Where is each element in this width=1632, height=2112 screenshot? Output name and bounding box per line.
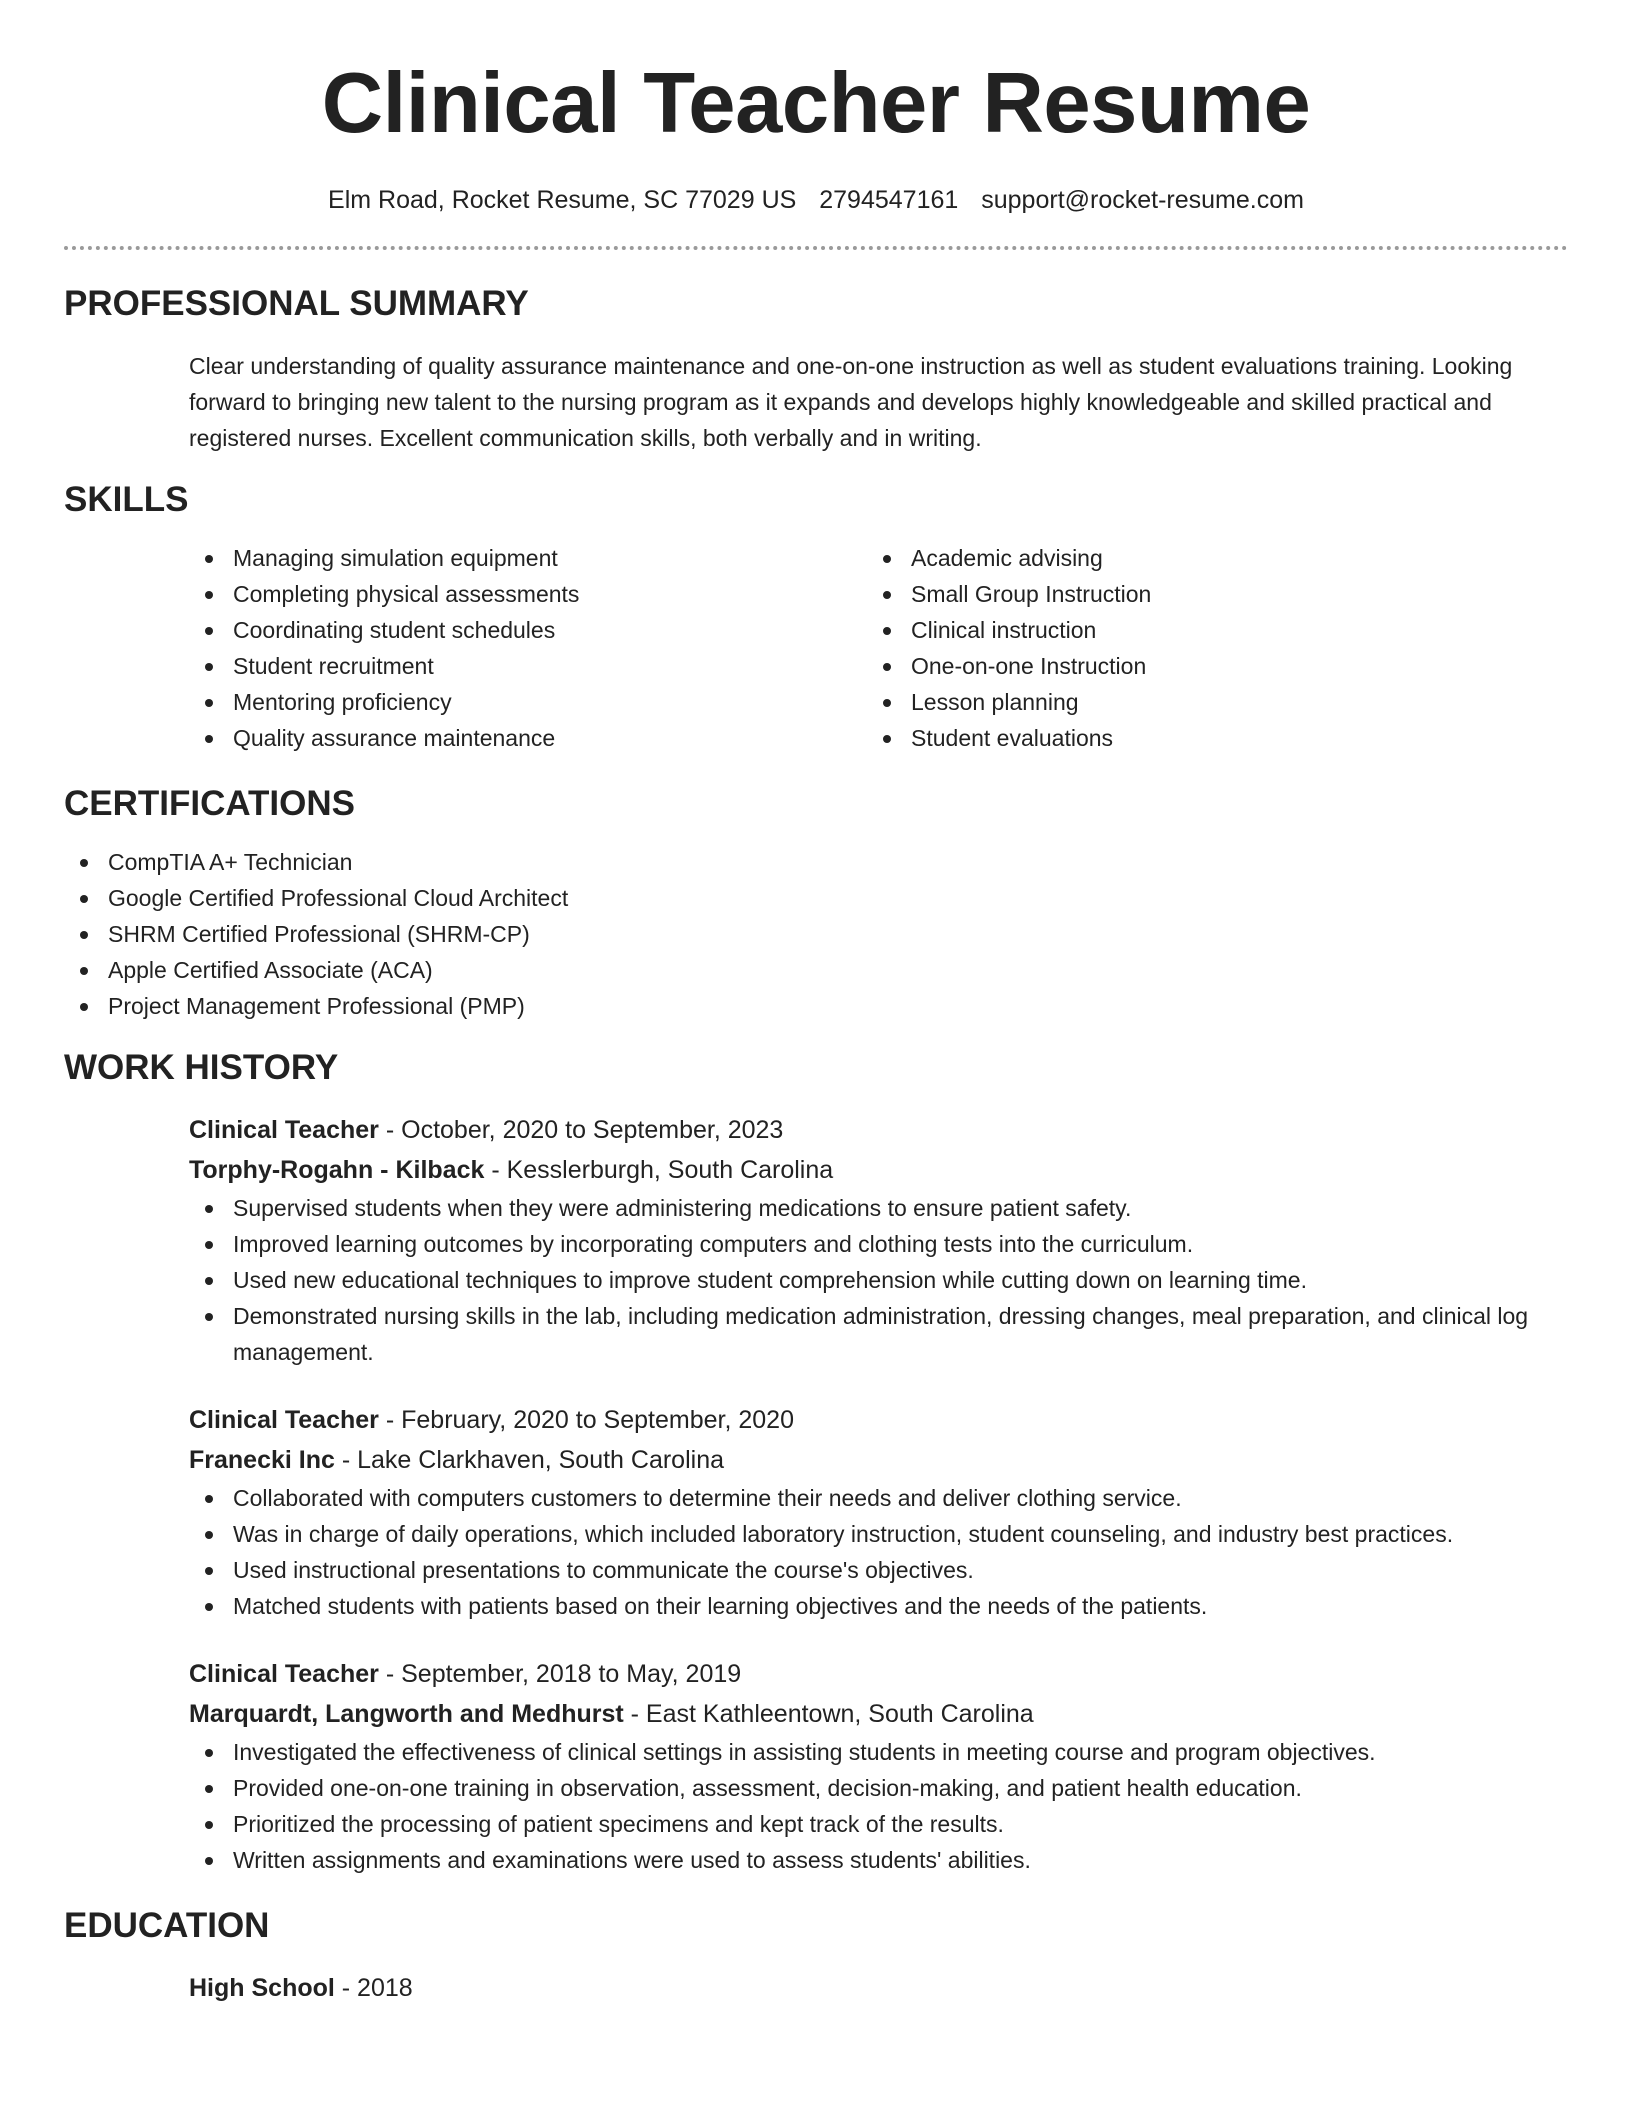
summary-heading: PROFESSIONAL SUMMARY	[64, 284, 529, 323]
skill-item: Clinical instruction	[867, 612, 1545, 648]
job-entry	[64, 1654, 1568, 1878]
job-company: Franecki Inc	[189, 1446, 335, 1474]
job-company: Marquardt, Langworth and Medhurst	[189, 1700, 624, 1728]
job-bullet: Written assignments and examinations were used to assess students' abilities.	[189, 1842, 1568, 1878]
contact-phone: 2794547161	[819, 186, 959, 214]
skill-item: Coordinating student schedules	[189, 612, 867, 648]
job-bullet: Demonstrated nursing skills in the lab, including medication administration, dressing changes, meal preparation, and clinical log management.	[189, 1298, 1568, 1370]
job-location: - Kesslerburgh, South Carolina	[484, 1156, 834, 1184]
education-entry	[64, 1968, 1568, 2008]
job-bullets	[189, 1480, 1568, 1624]
job-company-line	[189, 1150, 1568, 1190]
resume-title: Clinical Teacher Resume	[321, 56, 1311, 151]
certifications-section	[64, 782, 1568, 1024]
job-bullet: Matched students with patients based on their learning objectives and the needs of the patients.	[189, 1588, 1568, 1624]
work-history-section	[64, 1046, 1568, 1878]
certification-item: Google Certified Professional Cloud Architect	[64, 880, 1568, 916]
job-location: - Lake Clarkhaven, South Carolina	[334, 1446, 725, 1474]
job-bullet: Investigated the effectiveness of clinical settings in assisting students in meeting course and program objectives.	[189, 1734, 1568, 1770]
job-dates: - September, 2018 to May, 2019	[378, 1660, 742, 1688]
skills-list-left	[189, 540, 867, 756]
certifications-list	[64, 844, 1568, 1024]
job-bullet: Used new educational techniques to improve student comprehension while cutting down on learning time.	[189, 1262, 1568, 1298]
education-line	[189, 1968, 1568, 2008]
job-title-line	[189, 1654, 1568, 1694]
job-bullet: Was in charge of daily operations, which included laboratory instruction, student counseling, and industry best practices.	[189, 1516, 1568, 1552]
job-company-line	[189, 1440, 1568, 1480]
job-dates: - October, 2020 to September, 2023	[378, 1116, 784, 1144]
skill-item: Completing physical assessments	[189, 576, 867, 612]
work-history-heading: WORK HISTORY	[64, 1048, 339, 1087]
job-entry	[64, 1110, 1568, 1370]
skill-item: Small Group Instruction	[867, 576, 1545, 612]
skill-item: Managing simulation equipment	[189, 540, 867, 576]
skills-section	[64, 478, 1568, 756]
job-entry	[64, 1400, 1568, 1624]
job-bullet: Provided one-on-one training in observation, assessment, decision-making, and patient health education.	[189, 1770, 1568, 1806]
certification-item: Apple Certified Associate (ACA)	[64, 952, 1568, 988]
job-bullet: Collaborated with computers customers to determine their needs and deliver clothing service.	[189, 1480, 1568, 1516]
contact-email: support@rocket-resume.com	[981, 186, 1304, 214]
education-degree: High School	[189, 1974, 335, 2002]
skill-item: One-on-one Instruction	[867, 648, 1545, 684]
contact-address: Elm Road, Rocket Resume, SC 77029 US	[328, 186, 797, 214]
skill-item: Quality assurance maintenance	[189, 720, 867, 756]
job-location: - East Kathleentown, South Carolina	[623, 1700, 1034, 1728]
job-title-line	[189, 1110, 1568, 1150]
certification-item: Project Management Professional (PMP)	[64, 988, 1568, 1024]
education-year: - 2018	[334, 1974, 413, 2002]
job-bullets	[189, 1734, 1568, 1878]
contact-line	[64, 184, 1568, 216]
skills-list-right	[867, 540, 1545, 756]
job-bullet: Supervised students when they were administering medications to ensure patient safety.	[189, 1190, 1568, 1226]
job-title-line	[189, 1400, 1568, 1440]
job-bullet: Improved learning outcomes by incorporating computers and clothing tests into the curriculum.	[189, 1226, 1568, 1262]
skill-item: Student recruitment	[189, 648, 867, 684]
skills-grid	[64, 540, 1568, 756]
job-bullet: Prioritized the processing of patient specimens and kept track of the results.	[189, 1806, 1568, 1842]
skills-heading: SKILLS	[64, 480, 189, 519]
certification-item: CompTIA A+ Technician	[64, 844, 1568, 880]
skill-item: Academic advising	[867, 540, 1545, 576]
job-company-line	[189, 1694, 1568, 1734]
job-title: Clinical Teacher	[189, 1406, 379, 1434]
job-title: Clinical Teacher	[189, 1660, 379, 1688]
education-section	[64, 1904, 1568, 2008]
header-divider	[64, 246, 1568, 250]
certifications-heading: CERTIFICATIONS	[64, 784, 356, 823]
job-company: Torphy-Rogahn - Kilback	[189, 1156, 485, 1184]
summary-section	[64, 282, 1568, 456]
job-bullet: Used instructional presentations to communicate the course's objectives.	[189, 1552, 1568, 1588]
skill-item: Student evaluations	[867, 720, 1545, 756]
job-dates: - February, 2020 to September, 2020	[378, 1406, 794, 1434]
certification-item: SHRM Certified Professional (SHRM-CP)	[64, 916, 1568, 952]
job-bullets	[189, 1190, 1568, 1370]
skill-item: Lesson planning	[867, 684, 1545, 720]
education-heading: EDUCATION	[64, 1906, 270, 1945]
job-title: Clinical Teacher	[189, 1116, 379, 1144]
skill-item: Mentoring proficiency	[189, 684, 867, 720]
summary-text: Clear understanding of quality assurance maintenance and one-on-one instruction as well as student evaluations training. Looking forward to bringing new talent to the nursing program as it expands and develops highly knowledgeable and skilled practical and registered nurses. Excellent communication skills, both verbally and in writing.	[189, 353, 1513, 451]
